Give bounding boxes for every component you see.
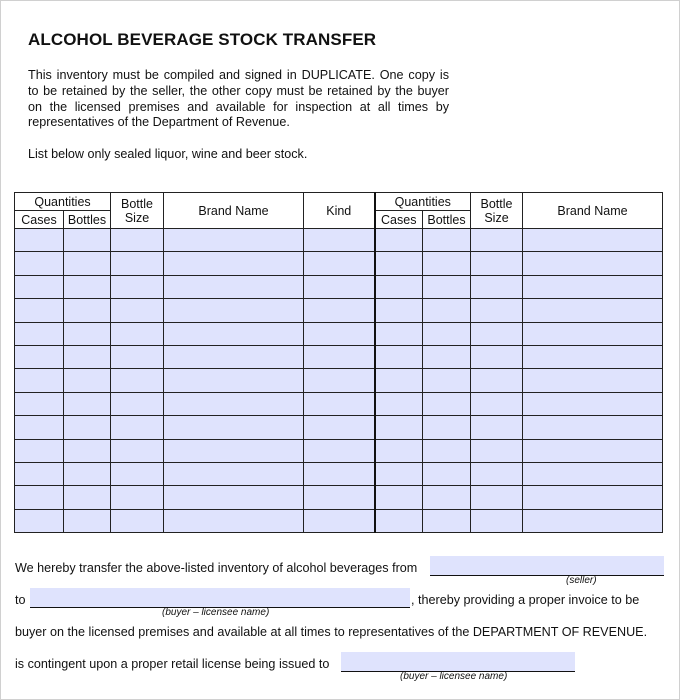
table-row — [15, 299, 663, 322]
table-row — [15, 369, 663, 392]
cases-header-right: Cases — [375, 211, 423, 229]
table-row — [15, 322, 663, 345]
table-cell[interactable] — [64, 322, 111, 345]
table-row — [15, 275, 663, 298]
table-cell[interactable] — [111, 345, 164, 368]
seller-caption: (seller) — [566, 575, 597, 586]
table-cell[interactable] — [64, 416, 111, 439]
table-row — [15, 509, 663, 532]
table-cell[interactable] — [523, 345, 663, 368]
table-cell[interactable] — [164, 229, 304, 252]
table-cell[interactable] — [471, 486, 523, 509]
table-cell[interactable] — [375, 322, 423, 345]
table-cell[interactable] — [111, 369, 164, 392]
table-cell[interactable] — [111, 486, 164, 509]
table-cell[interactable] — [471, 322, 523, 345]
table-cell[interactable] — [164, 392, 304, 415]
table-cell[interactable] — [164, 252, 304, 275]
table-row — [15, 486, 663, 509]
brand-name-header-right: Brand Name — [523, 193, 663, 229]
table-cell[interactable] — [523, 486, 663, 509]
intro-line-1: This inventory must be compiled and signed in DUPLICATE. One copy is — [28, 68, 449, 82]
table-cell[interactable] — [304, 252, 375, 275]
bottle-size-header-right-l2: Size — [484, 210, 509, 225]
table-cell[interactable] — [471, 392, 523, 415]
table-cell[interactable] — [471, 229, 523, 252]
table-cell[interactable] — [423, 369, 471, 392]
table-cell[interactable] — [523, 275, 663, 298]
table-cell[interactable] — [15, 275, 64, 298]
licensee-caption: (buyer – licensee name) — [400, 671, 508, 682]
table-cell[interactable] — [304, 322, 375, 345]
table-cell[interactable] — [471, 416, 523, 439]
table-cell[interactable] — [64, 229, 111, 252]
intro-line-4: representatives of the Department of Revenue. — [28, 115, 290, 130]
table-cell[interactable] — [471, 345, 523, 368]
table-cell[interactable] — [304, 369, 375, 392]
buyer-name-field[interactable] — [30, 588, 410, 608]
table-cell[interactable] — [304, 275, 375, 298]
table-cell[interactable] — [15, 369, 64, 392]
table-cell[interactable] — [523, 416, 663, 439]
table-cell[interactable] — [523, 322, 663, 345]
table-cell[interactable] — [423, 345, 471, 368]
table-row — [15, 416, 663, 439]
revenue-text: buyer on the licensed premises and available at all times to representatives of the DEPARTMENT OF REVENUE. — [15, 625, 648, 639]
table-cell[interactable] — [471, 509, 523, 532]
buyer-caption: (buyer – licensee name) — [162, 607, 270, 618]
form-title: ALCOHOL BEVERAGE STOCK TRANSFER — [28, 30, 377, 49]
table-cell[interactable] — [375, 486, 423, 509]
table-cell[interactable] — [523, 299, 663, 322]
table-cell[interactable] — [304, 299, 375, 322]
table-cell[interactable] — [375, 229, 423, 252]
licensee-field[interactable] — [341, 652, 575, 672]
brand-name-header-left: Brand Name — [164, 193, 304, 229]
stock-table-body — [15, 229, 663, 533]
table-cell[interactable] — [375, 416, 423, 439]
table-cell[interactable] — [15, 252, 64, 275]
table-cell[interactable] — [64, 299, 111, 322]
table-cell[interactable] — [164, 439, 304, 462]
table-cell[interactable] — [15, 345, 64, 368]
kind-header: Kind — [304, 193, 375, 229]
table-cell[interactable] — [423, 416, 471, 439]
table-cell[interactable] — [471, 299, 523, 322]
bottle-size-header-left-l1: Bottle — [121, 196, 153, 211]
table-cell[interactable] — [471, 252, 523, 275]
table-cell[interactable] — [375, 299, 423, 322]
table-cell[interactable] — [164, 369, 304, 392]
table-cell[interactable] — [471, 275, 523, 298]
table-cell[interactable] — [304, 416, 375, 439]
table-cell[interactable] — [164, 275, 304, 298]
bottle-size-header-right — [471, 193, 523, 229]
table-cell[interactable] — [423, 509, 471, 532]
table-cell[interactable] — [164, 322, 304, 345]
table-cell[interactable] — [523, 392, 663, 415]
table-cell[interactable] — [304, 345, 375, 368]
table-row — [15, 345, 663, 368]
seller-field[interactable] — [430, 556, 664, 576]
table-cell[interactable] — [15, 299, 64, 322]
bottle-size-header-left-l2: Size — [124, 210, 150, 225]
table-cell[interactable] — [375, 369, 423, 392]
table-cell[interactable] — [64, 392, 111, 415]
bottle-size-header-right-l1: Bottle — [480, 196, 513, 211]
table-cell[interactable] — [64, 275, 111, 298]
table-cell[interactable] — [15, 486, 64, 509]
table-cell[interactable] — [164, 462, 304, 485]
table-cell[interactable] — [15, 462, 64, 485]
table-cell[interactable] — [15, 322, 64, 345]
table-cell[interactable] — [64, 439, 111, 462]
table-cell[interactable] — [523, 462, 663, 485]
table-cell[interactable] — [471, 462, 523, 485]
table-cell[interactable] — [304, 486, 375, 509]
bottle-size-header-left — [111, 193, 164, 229]
table-cell[interactable] — [375, 509, 423, 532]
intro-line-3: on the licensed premises and available for inspection at all times by — [28, 99, 449, 114]
transfer-from-text: We hereby transfer the above-listed inventory of alcohol beverages from — [15, 561, 418, 575]
table-cell[interactable] — [15, 439, 64, 462]
table-cell[interactable] — [304, 462, 375, 485]
table-row — [15, 392, 663, 415]
table-cell[interactable] — [304, 392, 375, 415]
quantities-header-left: Quantities — [15, 193, 111, 211]
table-cell[interactable] — [423, 486, 471, 509]
table-cell[interactable] — [523, 229, 663, 252]
table-cell[interactable] — [64, 486, 111, 509]
table-cell[interactable] — [64, 252, 111, 275]
table-cell[interactable] — [111, 299, 164, 322]
table-row — [15, 252, 663, 275]
table-cell[interactable] — [164, 509, 304, 532]
table-cell[interactable] — [15, 392, 64, 415]
license-text: is contingent upon a proper retail license being issued to — [15, 657, 330, 671]
table-cell[interactable] — [423, 462, 471, 485]
table-row — [15, 462, 663, 485]
intro-line-2: to be retained by the seller, the other copy must be retained by the buyer — [28, 83, 449, 98]
table-cell[interactable] — [375, 439, 423, 462]
table-row — [15, 229, 663, 252]
table-cell[interactable] — [111, 439, 164, 462]
table-cell[interactable] — [164, 299, 304, 322]
table-cell[interactable] — [375, 275, 423, 298]
table-cell[interactable] — [423, 252, 471, 275]
table-cell[interactable] — [111, 322, 164, 345]
table-cell[interactable] — [164, 345, 304, 368]
table-cell[interactable] — [423, 299, 471, 322]
table-cell[interactable] — [375, 345, 423, 368]
table-cell[interactable] — [423, 275, 471, 298]
list-instruction: List below only sealed liquor, wine and beer stock. — [28, 147, 308, 161]
table-row — [15, 439, 663, 462]
table-cell[interactable] — [375, 252, 423, 275]
table-cell[interactable] — [423, 439, 471, 462]
table-cell[interactable] — [15, 229, 64, 252]
table-cell[interactable] — [64, 345, 111, 368]
stock-table — [14, 192, 663, 533]
table-cell[interactable] — [471, 439, 523, 462]
table-cell[interactable] — [111, 229, 164, 252]
table-cell[interactable] — [111, 252, 164, 275]
table-cell[interactable] — [111, 275, 164, 298]
table-cell[interactable] — [523, 439, 663, 462]
table-cell[interactable] — [64, 509, 111, 532]
intro-paragraph — [28, 68, 449, 131]
table-cell[interactable] — [304, 229, 375, 252]
bottles-header-right: Bottles — [423, 211, 471, 229]
table-cell[interactable] — [471, 369, 523, 392]
table-cell[interactable] — [64, 462, 111, 485]
table-cell[interactable] — [423, 322, 471, 345]
table-cell[interactable] — [111, 509, 164, 532]
table-cell[interactable] — [523, 509, 663, 532]
quantities-header-right: Quantities — [375, 193, 471, 211]
table-cell[interactable] — [111, 462, 164, 485]
table-cell[interactable] — [523, 369, 663, 392]
table-cell[interactable] — [15, 416, 64, 439]
table-cell[interactable] — [64, 369, 111, 392]
table-cell[interactable] — [111, 392, 164, 415]
table-cell[interactable] — [164, 486, 304, 509]
cases-header-left: Cases — [15, 211, 64, 229]
table-cell[interactable] — [375, 462, 423, 485]
table-cell[interactable] — [304, 439, 375, 462]
table-cell[interactable] — [304, 509, 375, 532]
table-cell[interactable] — [423, 392, 471, 415]
table-cell[interactable] — [164, 416, 304, 439]
table-cell[interactable] — [523, 252, 663, 275]
invoice-text: , thereby providing a proper invoice to be — [411, 593, 640, 607]
table-cell[interactable] — [423, 229, 471, 252]
table-cell[interactable] — [375, 392, 423, 415]
table-cell[interactable] — [111, 416, 164, 439]
transfer-to-text: to — [15, 593, 26, 607]
bottles-header-left: Bottles — [64, 211, 111, 229]
table-cell[interactable] — [15, 509, 64, 532]
